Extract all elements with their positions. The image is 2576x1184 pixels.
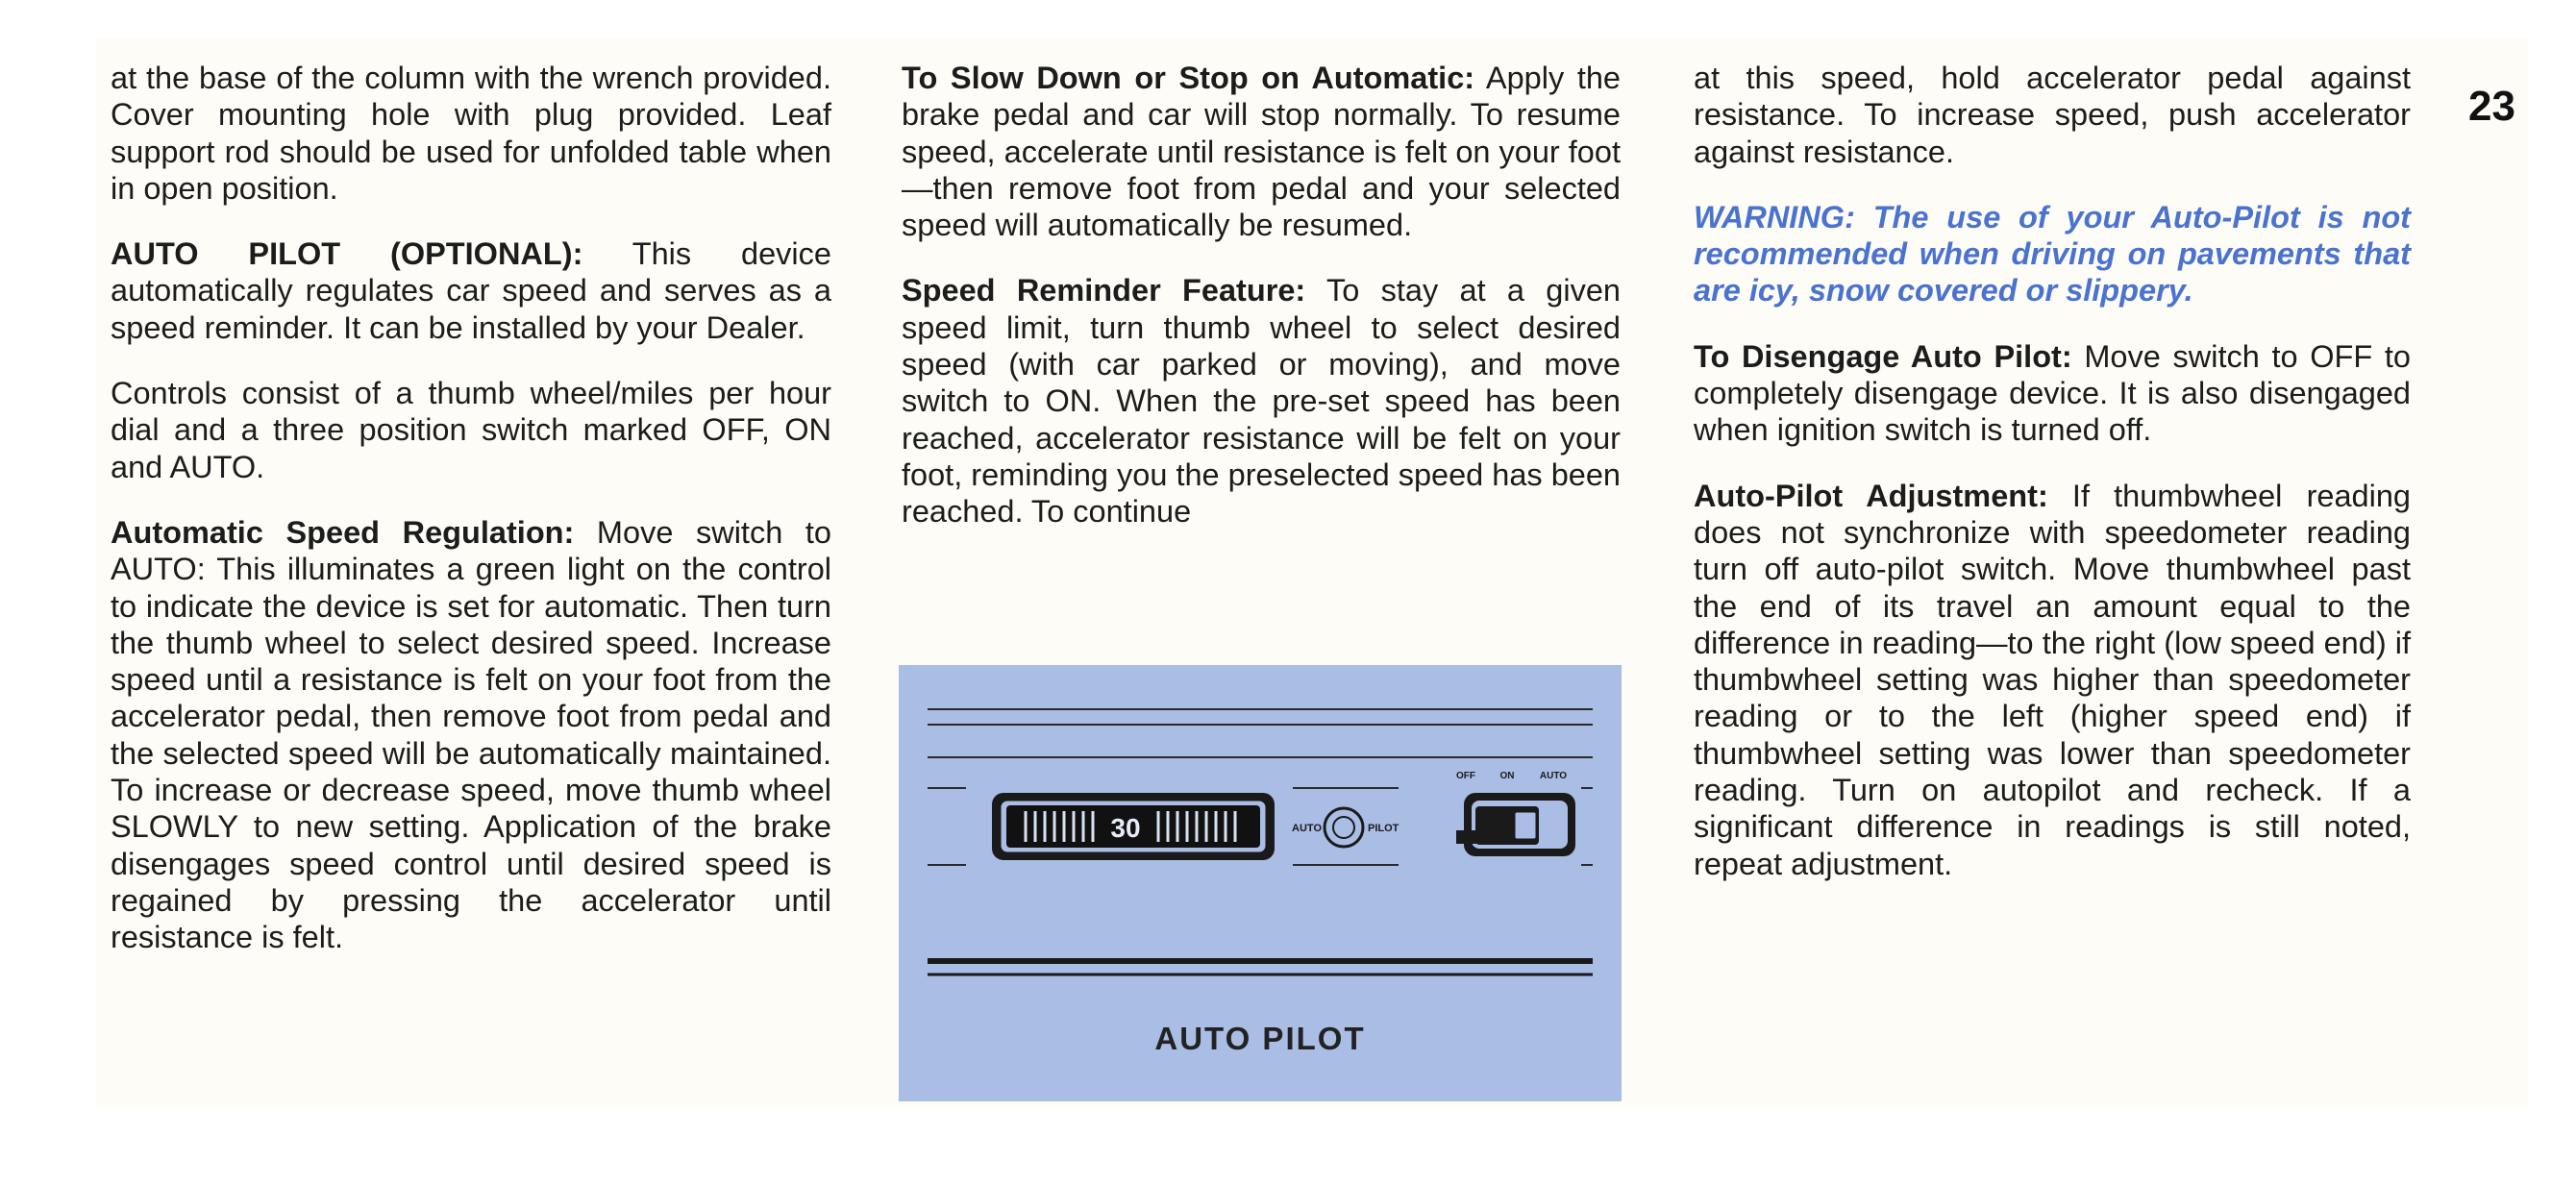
paragraph-disengage — [1694, 338, 2411, 449]
heading-speed-reminder: Speed Reminder Feature: — [902, 273, 1306, 308]
paragraph-automatic-speed — [111, 514, 831, 956]
column-3 — [1694, 60, 2411, 911]
paragraph-auto-pilot — [111, 235, 831, 346]
heading-adjustment: Auto-Pilot Adjustment: — [1694, 478, 2048, 513]
heading-disengage: To Disengage Auto Pilot: — [1694, 338, 2072, 374]
paragraph-controls: Controls consist of a thumb wheel/miles per hour dial and a three position switch marked OFF, ON and AUTO. — [111, 376, 831, 484]
body-automatic-speed: Move switch to AUTO: This illuminates a green light on the control to indicate the device is set for automatic. Then turn the thumb wheel to select desired speed. Increase speed until a resistance is felt on your foot from the accelerator pedal, then remove foot from pedal and the selected speed will be automatically maintained. To increase or decrease speed, move thumb wheel SLOWLY to new setting. Application of the brake disengages speed control until desired speed is regained by pressing the accelerator until resistance is felt. — [111, 514, 831, 955]
paragraph-slow-down — [902, 60, 1621, 243]
heading-slow-down: To Slow Down or Stop on Automatic: — [902, 61, 1475, 95]
body-auto-pilot: This device automatically regulates car speed and serves as a speed reminder. It can be installed by your Dealer. — [111, 236, 831, 345]
auto-pilot-figure — [899, 665, 1622, 1101]
page-number: 23 — [2468, 83, 2515, 130]
paragraph-speed-reminder — [902, 272, 1621, 530]
thumb-wheel-dial — [992, 793, 1275, 860]
paragraph-continue-speed: at this speed, hold accelerator pedal against resistance. To increase speed, push accelerator against resistance. — [1694, 61, 2411, 169]
switch-label-on: ON — [1499, 771, 1515, 781]
body-adjustment: If thumbwheel reading does not synchronize with speedometer reading turn off auto-pilot switch. Move thumbwheel past the end of its travel an amount equal to the difference in reading—to the right (low speed end) if thumbwheel setting was higher than speedometer reading or to the left (higher speed end) if thumbwheel setting was lower than speedometer reading. Turn on autopilot and recheck. If a significant difference in readings is still noted, repeat adjustment. — [1694, 478, 2411, 881]
lamp-label-pilot: PILOT — [1368, 823, 1399, 834]
column-2 — [902, 60, 1621, 559]
three-position-switch — [1456, 793, 1575, 856]
body-disengage: Move switch to OFF to completely disengage device. It is also disengaged when ignition switch is turned off. — [1694, 338, 2411, 448]
body-slow-down: Apply the brake pedal and car will stop normally. To resume speed, accelerate until resistance is felt on your foot—then remove foot from pedal and your selected speed will automatically be resumed. — [902, 61, 1621, 243]
paragraph-continuation: at the base of the column with the wrench provided. Cover mounting hole with plug provided. Leaf support rod should be used for unfolded table when in open position. — [111, 61, 831, 206]
dial-value: 30 — [1110, 813, 1141, 843]
paragraph-adjustment — [1694, 478, 2411, 882]
switch-label-auto: AUTO — [1539, 771, 1568, 781]
heading-automatic-speed: Automatic Speed Regulation: — [111, 514, 575, 550]
figure-caption: AUTO PILOT — [1154, 1021, 1366, 1056]
column-1 — [111, 60, 831, 985]
body-speed-reminder: To stay at a given speed limit, turn thumb wheel to select desired speed (with car parked or moving), and move switch to ON. When the pre-set speed has been reached, accelerator resistance will be felt on your foot, reminding you the preselected speed has been reached. To continue — [902, 273, 1622, 530]
lamp-label-auto: AUTO — [1292, 823, 1322, 834]
warning-text: WARNING: The use of your Auto-Pilot is not recommended when driving on pavements that are icy, snow covered or slippery. — [1694, 199, 2411, 308]
switch-label-off: OFF — [1456, 771, 1475, 781]
heading-auto-pilot: AUTO PILOT (OPTIONAL): — [111, 236, 583, 272]
